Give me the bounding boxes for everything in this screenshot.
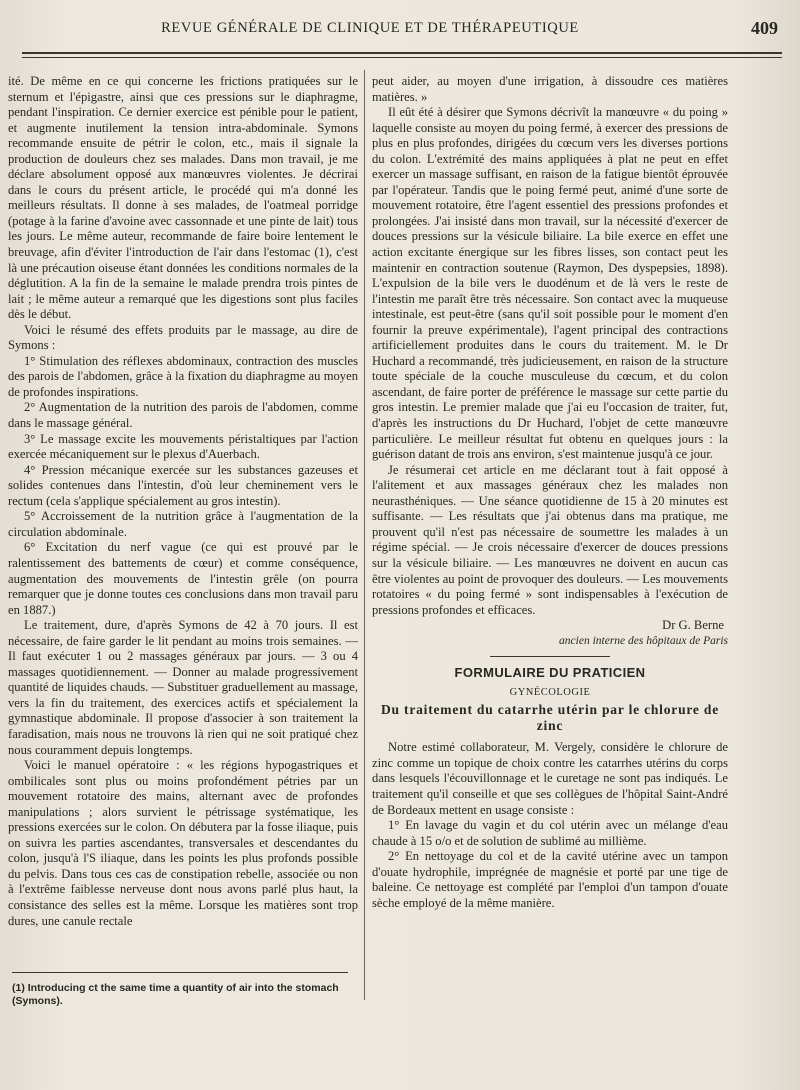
column-divider <box>364 70 365 1000</box>
paragraph: Il eût été à désirer que Symons décrivît la manœuvre « du poing » laquelle consiste au moyen du poing fermé, à exercer des pressions de plus en plus profondes, dirigées du cœcum vers les diverses portions du colon. L'extrémité des mains appliquées à plat ne peut en effet exercer un massage suffisant, en raison de la fatigue bientôt éprouvée par l'opérateur. Tandis que le poing fermé peut, animé d'une sorte de mouvement rotatoire, être l'agent essentiel des pressions profondes et prolongées. J'ai insisté dans mon travail, sur la nécessité d'exercer de douces pressions sur la vésicule biliaire. La bile exerce en effet une action excitante énergique sur les fibres lisses, son contact peut les maintenir en contraction soutenue (Raymon, Des dyspepsies, 1898). L'expulsion de la bile vers le duodénum et de là vers le reste de l'intestin me paraît être très nécessaire. Son contact avec la muqueuse intestinale, est peut-être (sans qu'il soit possible pour le moment d'en fournir la preuve expérimentale), l'agent principal des contractions artificiellement produites dans le cours du traitement. M. le Dr Huchard a recommandé, très judicieusement, en raison de la structure toute spéciale de la couche musculeuse du cœcum, et du colon ascendant, de faire porter de préférence le massage sur cette partie du gros intestin. Le premier malade que j'ai eu l'occasion de traiter, fut, d'après les instructions du Dr Huchard, l'objet de cette manœuvre particulière. Le meilleur résultat fut obtenu en quelques jours : la guérison datant de trois ans environ, s'est maintenue jusqu'à ce jour. <box>372 105 728 462</box>
author-signature: Dr G. Berne <box>662 618 724 633</box>
list-item: 1° Stimulation des réflexes abdominaux, contraction des muscles des parois de l'abdomen, grâce à la fixation du diaphragme au moyen de profondes inspirations. <box>8 353 358 399</box>
paragraph: Voici le manuel opératoire : « les régions hypogastriques et ombilicales sont plus ou moins profondément pétries par un mouvement rotatoire des mains, alternant avec de profondes manipulations ; alors survient le pétrissage systématique, les pressions exercées sur le colon. On débutera par la fosse iliaque, puis on suivra les parties ascendantes, transversales et descendantes du colon, jusqu'à l'S iliaque, dans les points les plus profonds possible du pelvis. Dans tous ces cas de constipation rebelle, associée ou non à l'extrême faiblesse nerveuse dont nous avons parlé plus haut, la consistance des selles est la même. Lorsque les matières sont trop dures, une canule rectale <box>8 758 358 928</box>
list-item: 1° En lavage du vagin et du col utérin avec un mélange d'eau chaude à 15 o/o et de solution de sublimé au millième. <box>372 818 728 848</box>
list-item: 2° Augmentation de la nutrition des parois de l'abdomen, comme dans le massage général. <box>8 400 358 431</box>
header-rule <box>22 52 782 58</box>
list-item: 3° Le massage excite les mouvements péristaltiques par l'action exercée mécaniquement sur le plexus d'Auerbach. <box>8 431 358 462</box>
section-heading: FORMULAIRE DU PRATICIEN <box>454 665 646 681</box>
article-title: Du traitement du catarrhe utérin par le chlorure de zinc <box>381 702 719 734</box>
paragraph: ité. De même en ce qui concerne les frictions pratiquées sur le sternum et l'épigastre, ainsi que ces pressions sur le diaphragme, pendant l'inspiration. Ce dernier exercice est pénible pour le patient, et augmente inutilement la tension intra-abdominale. Symons recommande ensuite de pétrir le colon, etc., mais il signale la production de douleurs chez ses malades. Dans mon travail, je me déclare absolument opposé aux manœuvres violentes. Je décrirai dans le cours du présent article, le procédé qui m'a donné les meilleurs résultats. Il donne à ses malades, de l'oatmeal porridge (potage à la farine d'avoine avec cassonnade et une pinte de lait) tous les jours. Le même auteur, recommande de faire boire lentement le breuvage, afin d'éviter l'introduction de l'air dans l'estomac (1), c'est là une précaution oiseuse étant données les conditions normales de la déglutition. A la fin de la semaine le malade prendra trois pintes de lait ; le même auteur a remarqué que les digestions sont plus faciles dès le début. <box>8 74 358 322</box>
list-item: 4° Pression mécanique exercée sur les substances gazeuses et solides contenues dans l'intestin, d'où leur cheminement vers le rectum (cela s'applique spécialement au gros intestin). <box>8 462 358 508</box>
paragraph: Le traitement, dure, d'après Symons de 42 à 70 jours. Il est nécessaire, de faire garder le lit pendant au moins trois semaines. — Il faut exécuter 1 ou 2 massages généraux par jours. — 3 ou 4 massages quotidiennement. — Donner au malade progressivement quantité de liquides chauds. — Substituer graduellement au massage, vers la fin du traitement, des exercices actifs et spécialement la gymnastique abdominale. Il propose d'associer à son traitement la faradisation, mais nous ne trouvons là rien qui ne soit pratiqué chez nous couramment depuis longtemps. <box>8 618 358 757</box>
footnote-rule <box>12 972 348 973</box>
paragraph: Voici le résumé des effets produits par le massage, au dire de Symons : <box>8 322 358 353</box>
paragraph: Notre estimé collaborateur, M. Vergely, considère le chlorure de zinc comme un topique de choix contre les catarrhes utérins du corps dans lesquels l'écouvillonnage et le curetage ne sont pas indiqués. Le traitement qu'il conseille et que ses collègues de l'hôpital Saint-André de Bordeaux mettent en usage consiste : <box>372 740 728 817</box>
footnote: (1) Introducing ct the same time a quantity of air into the stomach (Symons). <box>12 982 339 1007</box>
subsection-label: GYNÉCOLOGIE <box>509 686 591 698</box>
paragraph: Je résumerai cet article en me déclarant tout à fait opposé à l'alitement et aux massages généraux chez les malades non neurasthéniques. — Une séance quotidienne de 15 à 20 minutes est suffisante. — Les résultats que j'ai obtenus dans ma pratique, me prouvent qu'il n'est pas nécessaire de soumettre les malades à un régime spécial. — Je crois nécessaire d'exercer de douces pressions sur la vésicule biliaire. — Les manœuvres ne doivent en aucun cas être violentes au point de provoquer des douleurs. — Les mouvements rotatoires « du poing fermé » sont indispensables à l'exécution de pressions profondes et efficaces. <box>372 462 728 617</box>
section-rule <box>490 656 610 657</box>
running-title: REVUE GÉNÉRALE DE CLINIQUE ET DE THÉRAPEUTIQUE <box>161 20 579 36</box>
list-item: 2° En nettoyage du col et de la cavité utérine avec un tampon d'ouate hydrophile, imprégnée de magnésie et porté par une tige de baleine. Ce nettoyage est complété par l'emploi d'un tampon d'ouate sèche employé de la même manière. <box>372 849 728 910</box>
list-item: 6° Excitation du nerf vague (ce qui est prouvé par le ralentissement des battements de cœur) et comme conséquence, augmentation des mouvements de l'intestin grêle (on pourra remarquer que je donne toutes ces conclusions dans mon travail paru en 1887.) <box>8 540 358 617</box>
right-column <box>372 74 728 911</box>
list-item: 5° Accroissement de la nutrition grâce à l'augmentation de la circulation abdominale. <box>8 509 358 539</box>
author-affiliation: ancien interne des hôpitaux de Paris <box>559 634 728 647</box>
running-header <box>0 14 800 44</box>
left-column <box>8 74 358 929</box>
paragraph: peut aider, au moyen d'une irrigation, à dissoudre ces matières matières. » <box>372 74 728 104</box>
page-number: 409 <box>751 18 778 38</box>
